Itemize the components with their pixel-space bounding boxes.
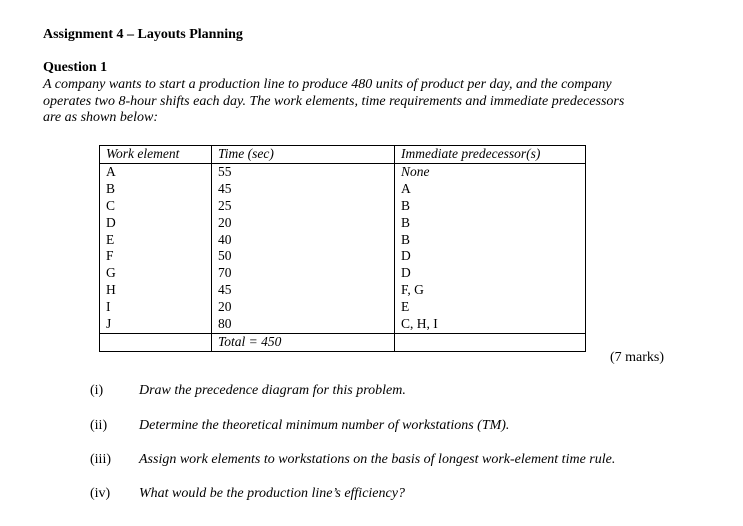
cell-time: 45 <box>212 282 395 299</box>
table-row <box>100 215 586 232</box>
cell-time: 20 <box>212 299 395 316</box>
marks-label: (7 marks) <box>609 350 664 365</box>
subquestion-number: (iii) <box>90 452 111 467</box>
subquestion-item <box>90 383 406 399</box>
subquestion-item <box>90 418 509 434</box>
table-row <box>100 265 586 282</box>
cell-predecessor: B <box>395 198 586 215</box>
table-row <box>100 316 586 333</box>
header-predecessors: Immediate predecessor(s) <box>395 146 586 164</box>
subquestion-number: (i) <box>90 383 104 398</box>
subquestion-text: Draw the precedence diagram for this problem. <box>139 383 406 398</box>
cell-time: 20 <box>212 215 395 232</box>
subquestion-text: What would be the production line’s efficiency? <box>139 486 405 501</box>
cell-element: C <box>100 198 212 215</box>
cell-predecessor: D <box>395 248 586 265</box>
subquestion-text: Assign work elements to workstations on the basis of longest work-element time rule. <box>139 452 616 467</box>
cell-time: 70 <box>212 265 395 282</box>
subquestion-text: Determine the theoretical minimum number of workstations (TM). <box>139 418 510 433</box>
table-header-row <box>100 146 586 164</box>
cell-predecessor: A <box>395 181 586 198</box>
table-row <box>100 299 586 316</box>
cell-element: F <box>100 248 212 265</box>
subquestion-number: (ii) <box>90 418 108 433</box>
cell-element: I <box>100 299 212 316</box>
cell-element: B <box>100 181 212 198</box>
cell-time: 50 <box>212 248 395 265</box>
table-row <box>100 232 586 249</box>
cell-time: 25 <box>212 198 395 215</box>
header-time: Time (sec) <box>212 146 395 164</box>
cell-empty <box>100 333 212 351</box>
work-elements-table <box>99 145 586 352</box>
cell-element: J <box>100 316 212 333</box>
cell-element: D <box>100 215 212 232</box>
cell-element: A <box>100 163 212 180</box>
table-row <box>100 198 586 215</box>
intro-line: are as shown below: <box>43 110 158 125</box>
subquestion-item <box>90 486 405 502</box>
intro-line: operates two 8-hour shifts each day. The work elements, time requirements and immediate predecessors <box>43 93 625 109</box>
intro-line: A company wants to start a production line to produce 480 units of product per day, and the company <box>43 77 612 92</box>
cell-total: Total = 450 <box>212 333 395 351</box>
cell-time: 40 <box>212 232 395 249</box>
cell-predecessor: None <box>395 163 586 180</box>
table-row <box>100 163 586 180</box>
table-total-row <box>100 333 586 351</box>
question-intro <box>43 77 683 127</box>
cell-element: E <box>100 232 212 249</box>
cell-time: 45 <box>212 181 395 198</box>
cell-time: 55 <box>212 163 395 180</box>
cell-predecessor: D <box>395 265 586 282</box>
cell-predecessor: C, H, I <box>395 316 586 333</box>
cell-predecessor: B <box>395 232 586 249</box>
document-title: Assignment 4 – Layouts Planning <box>43 27 243 42</box>
cell-predecessor: F, G <box>395 282 586 299</box>
cell-time: 80 <box>212 316 395 333</box>
table-row <box>100 181 586 198</box>
table-row <box>100 282 586 299</box>
cell-predecessor: E <box>395 299 586 316</box>
cell-predecessor: B <box>395 215 586 232</box>
subquestion-number: (iv) <box>90 486 111 501</box>
cell-element: G <box>100 265 212 282</box>
table-row <box>100 248 586 265</box>
cell-empty <box>395 333 586 351</box>
header-work-element: Work element <box>100 146 212 164</box>
subquestion-item <box>90 452 615 468</box>
question-title: Question 1 <box>43 60 108 75</box>
cell-element: H <box>100 282 212 299</box>
